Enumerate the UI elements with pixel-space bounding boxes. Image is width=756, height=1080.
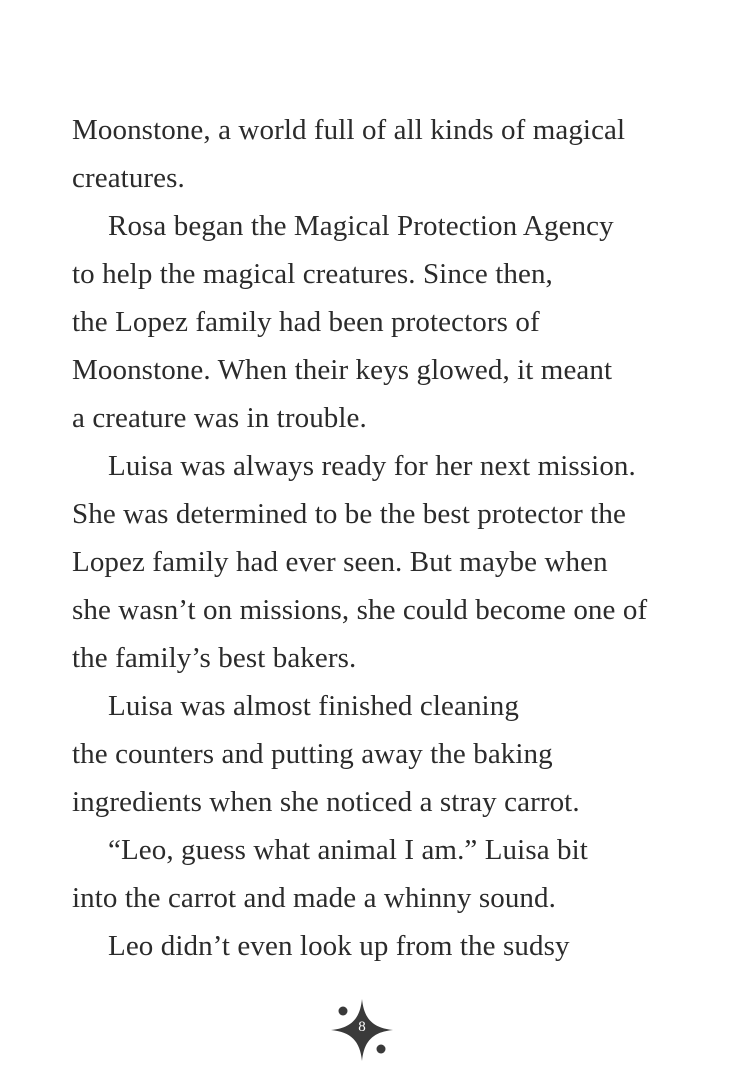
- page-number-ornament: [330, 998, 394, 1062]
- text-line-9: She was determined to be the best protector the: [72, 498, 626, 530]
- text-line-16: “Leo, guess what animal I am.” Luisa bit: [108, 834, 588, 866]
- text-line-7: a creature was in trouble.: [72, 402, 367, 434]
- text-line-3: Rosa began the Magical Protection Agency: [108, 210, 614, 242]
- text-line-2: creatures.: [72, 162, 185, 194]
- text-line-10: Lopez family had ever seen. But maybe when: [72, 546, 608, 578]
- text-line-13: Luisa was almost finished cleaning: [108, 690, 519, 722]
- text-line-11: she wasn’t on missions, she could become one of: [72, 594, 648, 626]
- text-line-4: to help the magical creatures. Since then,: [72, 258, 553, 290]
- page-body: [72, 106, 712, 970]
- text-line-5: the Lopez family had been protectors of: [72, 306, 540, 338]
- page-number: 8: [358, 1019, 366, 1035]
- text-line-15: ingredients when she noticed a stray carrot.: [72, 786, 580, 818]
- text-line-1: Moonstone, a world full of all kinds of magical: [72, 114, 626, 146]
- text-line-17: into the carrot and made a whinny sound.: [72, 882, 556, 914]
- text-line-8: Luisa was always ready for her next mission.: [108, 450, 636, 482]
- text-line-14: the counters and putting away the baking: [72, 738, 553, 770]
- text-line-12: the family’s best bakers.: [72, 642, 357, 674]
- text-line-18: Leo didn’t even look up from the sudsy: [108, 930, 570, 962]
- text-line-6: Moonstone. When their keys glowed, it meant: [72, 354, 613, 386]
